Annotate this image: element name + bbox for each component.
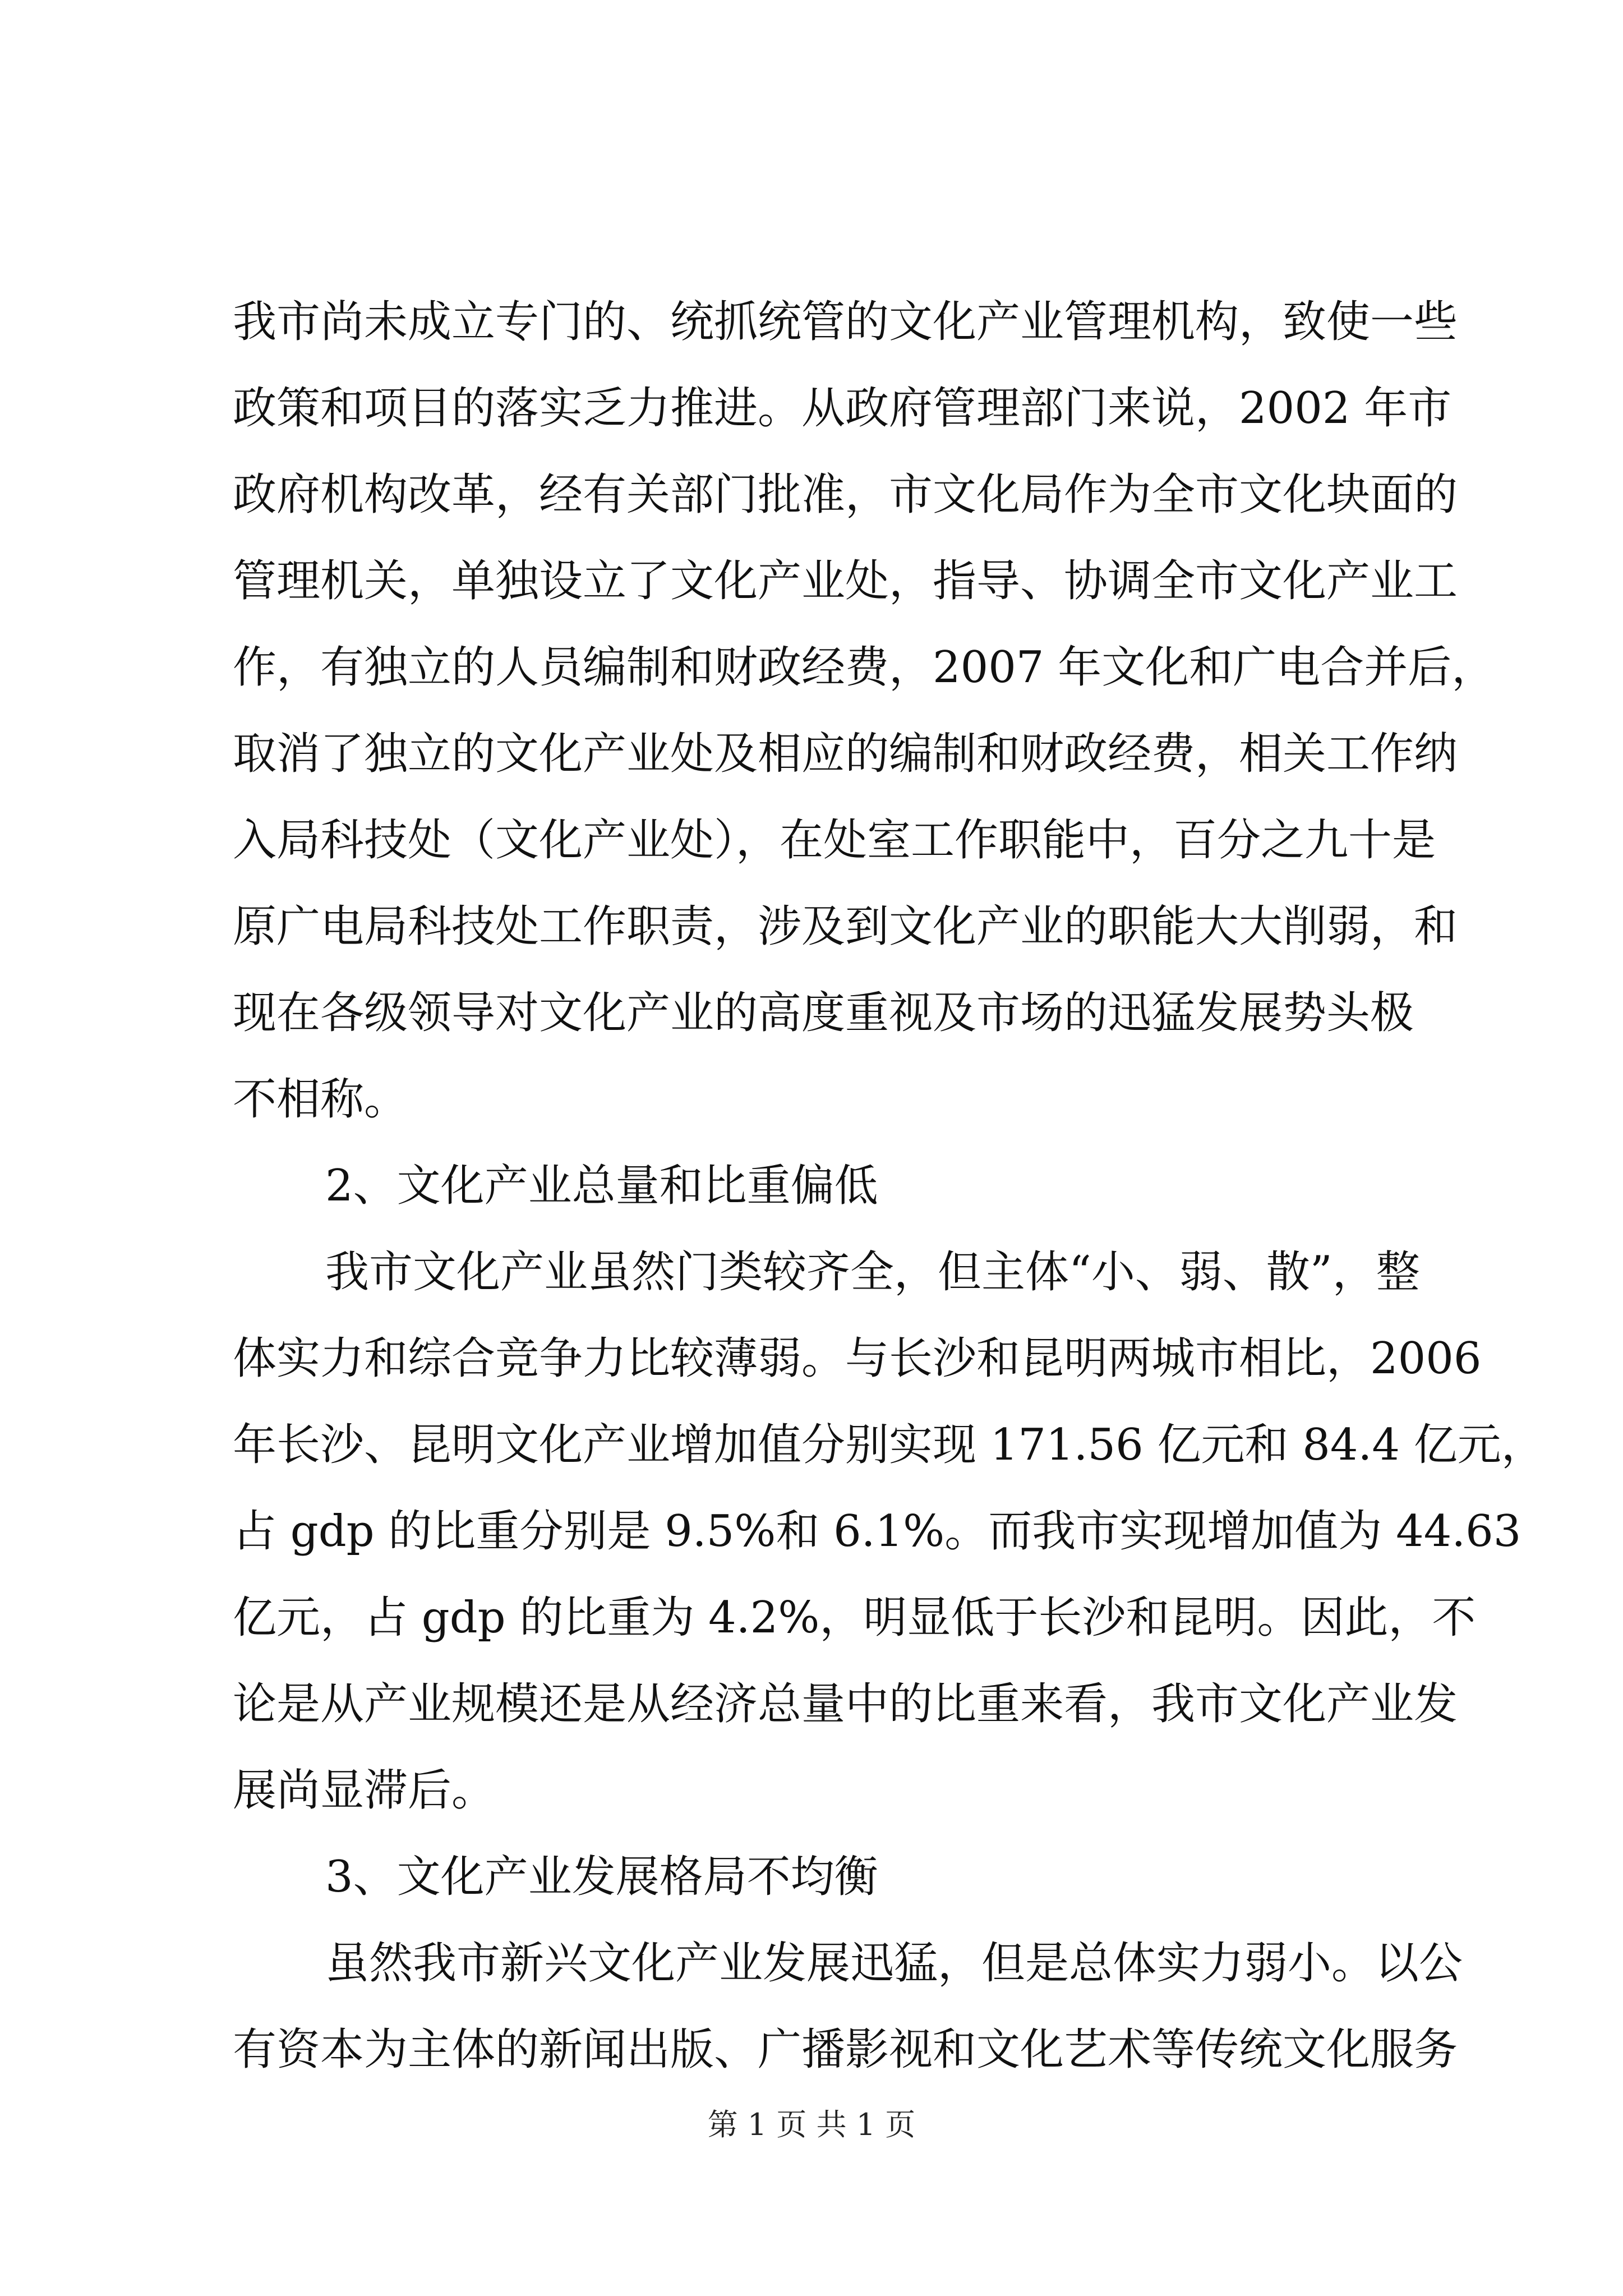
text-line: 我市文化产业虽然门类较齐全，但主体“小、弱、散”，整 (325, 1247, 1420, 1297)
text-line: 虽然我市新兴文化产业发展迅猛，但是总体实力弱小。以公 (325, 1938, 1463, 1989)
page-footer: 第 1 页 共 1 页 (707, 2107, 916, 2142)
text-line: 2、文化产业总量和比重偏低 (325, 1161, 878, 1211)
text-line: 作，有独立的人员编制和财政经费，2007 年文化和广电合并后， (233, 642, 1496, 693)
text-line: 原广电局科技处工作职责，涉及到文化产业的职能大大削弱，和 (233, 901, 1458, 952)
document-body (233, 279, 1545, 2075)
text-line: 3、文化产业发展格局不均衡 (325, 1852, 878, 1902)
text-line: 亿元，占 gdp 的比重为 4.2%，明显低于长沙和昆明。因此，不 (233, 1593, 1476, 1643)
text-line: 占 gdp 的比重分别是 9.5%和 6.1%。而我市实现增加值为 44.63 (233, 1506, 1521, 1557)
text-line: 论是从产业规模还是从经济总量中的比重来看，我市文化产业发 (233, 1679, 1458, 1729)
text-line: 有资本为主体的新闻出版、广播影视和文化艺术等传统文化服务 (233, 2024, 1458, 2075)
text-line: 政策和项目的落实乏力推进。从政府管理部门来说，2002 年市 (233, 383, 1452, 434)
text-line: 入局科技处（文化产业处），在处室工作职能中，百分之九十是 (233, 815, 1436, 866)
text-line: 现在各级领导对文化产业的高度重视及市场的迅猛发展势头极 (233, 988, 1414, 1038)
text-line: 年长沙、昆明文化产业增加值分别实现 171.56 亿元和 84.4 亿元， (233, 1420, 1545, 1470)
text-line: 展尚显滞后。 (233, 1765, 496, 1816)
text-line: 取消了独立的文化产业处及相应的编制和财政经费，相关工作纳 (233, 729, 1458, 779)
text-line: 我市尚未成立专门的、统抓统管的文化产业管理机构，致使一些 (233, 297, 1458, 347)
text-line: 不相称。 (233, 1074, 408, 1125)
text-line: 政府机构改革，经有关部门批准，市文化局作为全市文化块面的 (233, 470, 1458, 520)
text-line: 管理机关，单独设立了文化产业处，指导、协调全市文化产业工 (233, 556, 1458, 606)
text-line: 体实力和综合竞争力比较薄弱。与长沙和昆明两城市相比，2006 (233, 1333, 1482, 1384)
